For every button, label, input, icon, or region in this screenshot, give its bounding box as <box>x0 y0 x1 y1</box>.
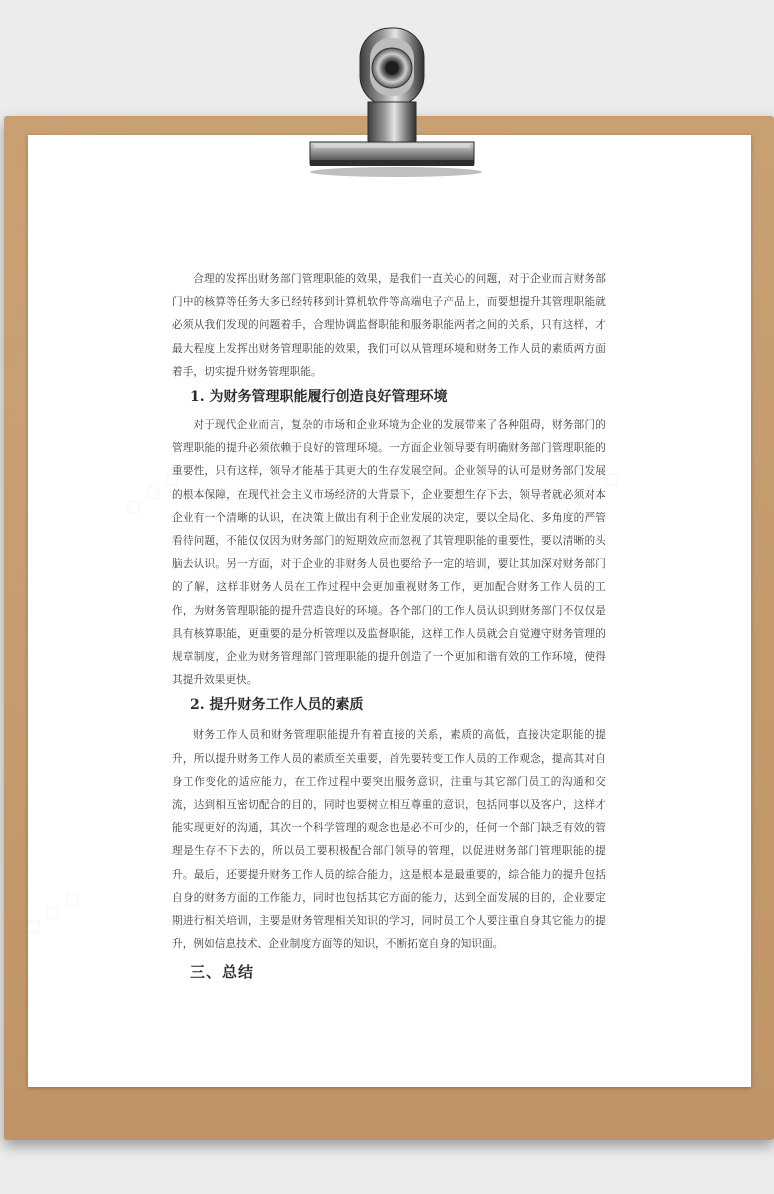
section-heading-2: 2. 提升财务工作人员的素质 <box>190 697 364 714</box>
intro-paragraph: 合理的发挥出财务部门管理职能的效果，是我们一直关心的问题，对于企业而言财务部门中的核算等任务大多已经转移到计算机软件等高端电子产品上，而要想提升其管理职能就必须从我们发现的问题着手，合理协调监督职能和服务职能两者之间的关系，只有这样，才最大程度上发挥出财务管理职能的效果，我们可以从管理环境和财务工作人员的素质两方面着手，切实提升财务管理职能。 <box>172 273 606 378</box>
binder-clip-icon <box>296 24 486 179</box>
section-heading-1: 1. 为财务管理职能履行创造良好管理环境 <box>190 389 448 406</box>
document-body <box>172 268 606 987</box>
section-paragraph-2: 财务工作人员和财务管理职能提升有着直接的关系，素质的高低，直接决定职能的提升，所以提升财务工作人员的素质至关重要，首先要转变工作人员的工作观念，提高其对自身工作变化的适应能力，在工作过程中要突出服务意识，注重与其它部门员工的沟通和交流，达到相互密切配合的目的，同时也要树立相互尊重的意识，包括同事以及客户，这样才能实现更好的沟通，其次一个科学管理的观念也是必不可少的，任何一个部门缺乏有效的管理是生存不下去的，所以员工要积极配合部门领导的管理，以促进财务部门管理职能的提升。最后，还要提升财务工作人员的综合能力，这是根本是最重要的，综合能力的提升包括自身的财务方面的工作能力，同时也包括其它方面的能力，达到全面发展的目的，企业要定期进行相关培训，主要是财务管理相关知识的学习，同时员工个人要注重自身其它能力的提升，例如信息技术、企业制度方面等的知识，不断拓宽自身的知识面。 <box>172 729 606 951</box>
section-heading-3: 三、总结 <box>190 963 255 982</box>
section-paragraph-1: 对于现代企业而言，复杂的市场和企业环境为企业的发展带来了各种阻碍，财务部门的管理职能的提升必须依赖于良好的管理环境。一方面企业领导要有明确财务部门管理职能的重要性，只有这样，领导才能基于其更大的生存发展空间。企业领导的认可是财务部门发展的根本保障，在现代社会主义市场经济的大背景下，企业要想生存下去，领导者就必须对本企业有一个清晰的认识，在决策上做出有利于企业发展的决定，要以全局化、多角度的严管看待问题，不能仅仅因为财务部门的短期效应而忽视了其管理职能的重要性，要以清晰的头脑去认识。另一方面，对于企业的非财务人员也要给予一定的培训，要让其加深对财务部门的了解，这样非财务人员在工作过程中会更加重视财务工作，更加配合财务工作人员的工作，为财务管理职能的提升营造良好的环境。各个部门的工作人员认识到财务部门不仅仅是具有核算职能，更重要的是分析管理以及监督职能，这样工作人员就会自觉遵守财务管理的规章制度，企业为财务管理部门管理职能的提升创造了一个更加和谐有效的工作环境，使得其提升效果更快。 <box>172 419 606 687</box>
